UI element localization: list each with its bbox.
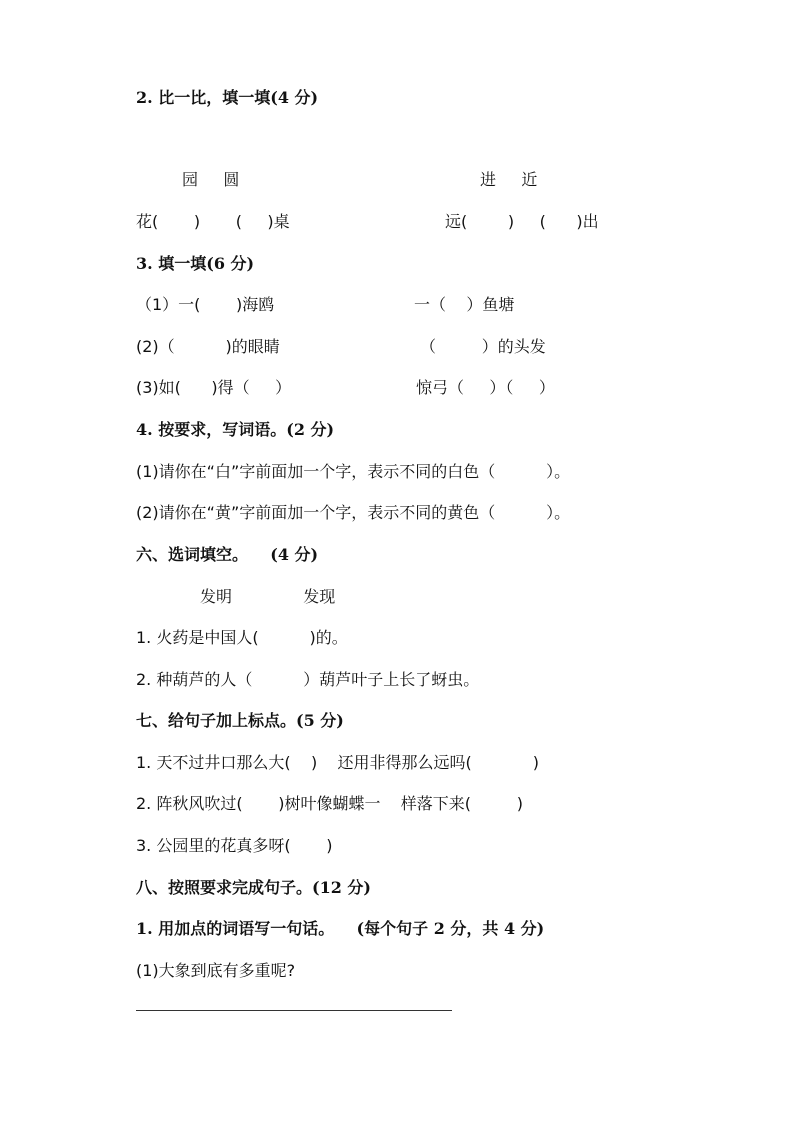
q3-row3-right: 惊弓（ ）（ ） xyxy=(416,378,555,397)
q3-row2-right: （ ）的头发 xyxy=(420,337,546,356)
s6-item-2: 2. 种葫芦的人（ ）葫芦叶子上长了蚜虫。 xyxy=(136,670,480,689)
s7-item-2: 2. 阵秋风吹过( )树叶像蝴蝶一 样落下来( ) xyxy=(136,794,524,813)
s6-item-1: 1. 火药是中国人( )的。 xyxy=(136,628,348,647)
q3-row1-right: 一（ ）鱼塘 xyxy=(414,295,515,314)
s8-title: 八、按照要求完成句子。(12 分) xyxy=(136,878,371,897)
s7-title: 七、给句子加上标点。(5 分) xyxy=(136,711,344,730)
q3-row2-left: (2)（ )的眼睛 xyxy=(136,337,280,356)
s6-word-options: 发明 发现 xyxy=(200,587,336,606)
answer-line[interactable] xyxy=(136,1010,452,1011)
s7-item-3: 3. 公园里的花真多呀( ) xyxy=(136,836,333,855)
q3-title: 3. 填一填(6 分) xyxy=(136,254,255,273)
q2-fill-left: 花( ) ( )桌 xyxy=(136,212,290,231)
q3-row3-left: (3)如( )得（ ） xyxy=(136,378,292,397)
s8-subquestion-1: 1. 用加点的词语写一句话。 (每个句子 2 分，共 4 分) xyxy=(136,919,545,938)
q4-item-1: (1)请你在“白”字前面加一个字，表示不同的白色（ ）。 xyxy=(136,462,571,481)
s6-title: 六、选词填空。 (4 分) xyxy=(136,545,319,564)
q2-pair-right: 进 近 xyxy=(480,170,538,189)
q3-row1-left: （1）一( )海鸥 xyxy=(136,295,275,314)
s7-item-1: 1. 天不过井口那么大( ) 还用非得那么远吗( ) xyxy=(136,753,540,772)
q2-fill-right: 远( ) ( )出 xyxy=(445,212,599,231)
q4-title: 4. 按要求，写词语。(2 分) xyxy=(136,420,335,439)
q2-pair-left: 园 圆 xyxy=(182,170,240,189)
q2-title: 2. 比一比，填一填(4 分) xyxy=(136,88,319,107)
q4-item-2: (2)请你在“黄”字前面加一个字，表示不同的黄色（ ）。 xyxy=(136,503,571,522)
s8-item-1: (1)大象到底有多重呢? xyxy=(136,961,296,980)
